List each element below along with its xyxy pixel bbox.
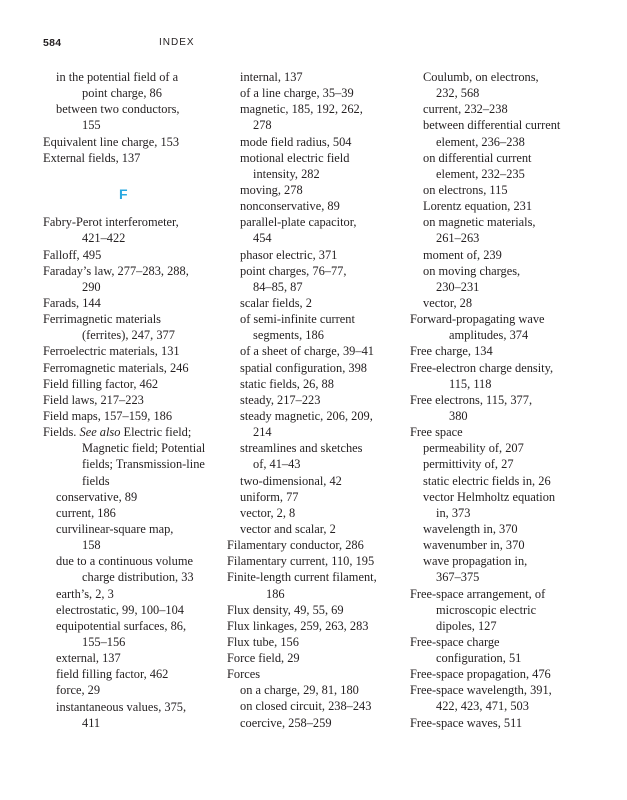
- index-entry: earth’s, 2, 3: [56, 586, 114, 601]
- index-entry: element, 236–238: [436, 134, 525, 149]
- index-entry: Flux density, 49, 55, 69: [227, 602, 344, 617]
- index-entry: Faraday’s law, 277–283, 288,: [43, 263, 189, 278]
- index-entry: conservative, 89: [56, 489, 138, 504]
- index-entry: microscopic electric: [436, 602, 537, 617]
- index-entry: spatial configuration, 398: [240, 360, 367, 375]
- index-entry: point charge, 86: [82, 86, 162, 101]
- index-entry: on a charge, 29, 81, 180: [240, 683, 359, 698]
- index-entry: 454: [253, 231, 272, 246]
- index-entry: mode field radius, 504: [240, 134, 352, 149]
- index-entry: charge distribution, 33: [82, 570, 194, 585]
- index-entry: fields: [82, 473, 110, 488]
- index-entry: 367–375: [436, 570, 480, 585]
- index-entry: 158: [82, 538, 101, 553]
- index-entry: Free space: [410, 425, 463, 440]
- section-letter-heading: F: [119, 185, 128, 202]
- index-entry: 214: [253, 425, 272, 440]
- index-entry: Coulumb, on electrons,: [423, 70, 539, 84]
- index-entry: external, 137: [56, 651, 121, 666]
- index-entry: between two conductors,: [56, 102, 180, 117]
- index-entry: vector Helmholtz equation: [423, 489, 556, 504]
- index-entry: Falloff, 495: [43, 247, 102, 262]
- index-entry: of, 41–43: [253, 457, 301, 472]
- index-entry: element, 232–235: [436, 166, 525, 181]
- index-entry: Free-space charge: [410, 634, 500, 649]
- index-entry: vector, 2, 8: [240, 505, 296, 520]
- index-entry: Equivalent line charge, 153: [43, 134, 180, 149]
- index-entry: wavelength in, 370: [423, 521, 518, 536]
- running-head: INDEX: [159, 37, 195, 48]
- index-entry: 422, 423, 471, 503: [436, 699, 529, 714]
- index-entry: phasor electric, 371: [240, 247, 338, 262]
- index-entry: coercive, 258–259: [240, 715, 332, 730]
- index-entry: Flux tube, 156: [227, 634, 299, 649]
- index-entry: wave propagation in,: [423, 554, 528, 569]
- index-entry: Free-space wavelength, 391,: [410, 683, 552, 698]
- index-entry: streamlines and sketches: [240, 441, 363, 456]
- index-entry-fields-head: Fields.: [43, 425, 80, 440]
- index-entry: 84–85, 87: [253, 279, 303, 294]
- index-entry: Farads, 144: [43, 295, 101, 310]
- index-entry: Free-space arrangement, of: [410, 586, 546, 601]
- index-entry: static fields, 26, 88: [240, 376, 334, 391]
- index-entry: Free charge, 134: [410, 344, 493, 359]
- index-entry: Finite-length current filament,: [227, 570, 377, 585]
- index-entry-fields-tail: Electric field;: [120, 425, 192, 440]
- index-entry: force, 29: [56, 683, 101, 698]
- index-entry: curvilinear-square map,: [56, 521, 174, 536]
- index-entry: point charges, 76–77,: [240, 263, 347, 278]
- index-column-1: [43, 69, 223, 731]
- index-entry: 186: [266, 586, 285, 601]
- index-entry: Forces: [227, 667, 261, 682]
- index-entry: 155–156: [82, 634, 126, 649]
- index-entry: fields; Transmission-line: [82, 457, 205, 472]
- index-entry: between differential current: [423, 118, 561, 133]
- index-entry: uniform, 77: [240, 489, 299, 504]
- index-column-2: [227, 69, 407, 731]
- index-entry: steady magnetic, 206, 209,: [240, 408, 373, 423]
- index-entry: current, 232–238: [423, 102, 508, 117]
- index-entry: 230–231: [436, 279, 480, 294]
- index-entry: scalar fields, 2: [240, 295, 312, 310]
- index-entry: on differential current: [423, 150, 532, 165]
- index-column-3: [410, 69, 600, 731]
- index-entry: instantaneous values, 375,: [56, 699, 187, 714]
- index-entry: amplitudes, 374: [449, 328, 529, 343]
- index-entry: internal, 137: [240, 70, 303, 84]
- index-entry: Ferroelectric materials, 131: [43, 344, 180, 359]
- index-entry: motional electric field: [240, 150, 350, 165]
- index-entry: Forward-propagating wave: [410, 312, 545, 327]
- index-entry: 290: [82, 279, 101, 294]
- index-entry: vector and scalar, 2: [240, 521, 336, 536]
- index-entry-fields: [43, 424, 223, 440]
- index-entry: 421–422: [82, 231, 126, 246]
- index-entry: vector, 28: [423, 295, 473, 310]
- index-entry: Lorentz equation, 231: [423, 199, 533, 214]
- index-entry: 261–263: [436, 231, 480, 246]
- index-entry: on moving charges,: [423, 263, 521, 278]
- index-entry: Flux linkages, 259, 263, 283: [227, 618, 369, 633]
- index-entry: permeability of, 207: [423, 441, 524, 456]
- index-entry: magnetic, 185, 192, 262,: [240, 102, 363, 117]
- index-entry: 155: [82, 118, 101, 133]
- index-entry: in, 373: [436, 505, 471, 520]
- index-entry: moving, 278: [240, 182, 303, 197]
- index-entry: Ferromagnetic materials, 246: [43, 360, 189, 375]
- index-entry: on magnetic materials,: [423, 215, 536, 230]
- index-entry: electrostatic, 99, 100–104: [56, 602, 185, 617]
- index-entry: Free-electron charge density,: [410, 360, 554, 375]
- index-entry: wavenumber in, 370: [423, 538, 525, 553]
- index-entry: Filamentary current, 110, 195: [227, 554, 375, 569]
- index-entry: nonconservative, 89: [240, 199, 340, 214]
- index-entry: equipotential surfaces, 86,: [56, 618, 187, 633]
- index-entry: Field filling factor, 462: [43, 376, 159, 391]
- index-entry: dipoles, 127: [436, 618, 497, 633]
- index-entry: 278: [253, 118, 272, 133]
- index-entry: steady, 217–223: [240, 392, 321, 407]
- index-entry: of a sheet of charge, 39–41: [240, 344, 374, 359]
- index-entry: 380: [449, 408, 468, 423]
- index-entry: on closed circuit, 238–243: [240, 699, 372, 714]
- index-entry: due to a continuous volume: [56, 554, 193, 569]
- index-entry: in the potential field of a: [56, 70, 179, 84]
- index-entry: static electric fields in, 26: [423, 473, 551, 488]
- index-entry: Free electrons, 115, 377,: [410, 392, 533, 407]
- see-also-label: See also: [79, 425, 121, 440]
- index-entry: Magnetic field; Potential: [82, 441, 206, 456]
- index-entry: Force field, 29: [227, 651, 300, 666]
- index-entry: Ferrimagnetic materials: [43, 312, 162, 327]
- index-entry: parallel-plate capacitor,: [240, 215, 357, 230]
- index-entry: moment of, 239: [423, 247, 502, 262]
- index-entry: field filling factor, 462: [56, 667, 169, 682]
- index-entry: External fields, 137: [43, 150, 141, 165]
- index-entry: permittivity of, 27: [423, 457, 514, 472]
- index-entry: 232, 568: [436, 86, 480, 101]
- index-entry: of semi-infinite current: [240, 312, 355, 327]
- index-entry: on electrons, 115: [423, 182, 508, 197]
- index-entry: current, 186: [56, 505, 116, 520]
- index-entry: configuration, 51: [436, 651, 522, 666]
- index-entry: Field maps, 157–159, 186: [43, 408, 173, 423]
- index-entry: intensity, 282: [253, 166, 320, 181]
- page-number: 584: [43, 37, 62, 49]
- index-entry: two-dimensional, 42: [240, 473, 342, 488]
- index-entry: Free-space waves, 511: [410, 715, 523, 730]
- index-entry: 411: [82, 715, 101, 730]
- index-entry: (ferrites), 247, 377: [82, 328, 175, 343]
- index-entry: Filamentary conductor, 286: [227, 538, 364, 553]
- index-entry: Free-space propagation, 476: [410, 667, 551, 682]
- index-entry: Fabry-Perot interferometer,: [43, 215, 179, 230]
- index-entry: Field laws, 217–223: [43, 392, 144, 407]
- index-entry: 115, 118: [449, 376, 492, 391]
- index-entry: segments, 186: [253, 328, 324, 343]
- index-entry: of a line charge, 35–39: [240, 86, 354, 101]
